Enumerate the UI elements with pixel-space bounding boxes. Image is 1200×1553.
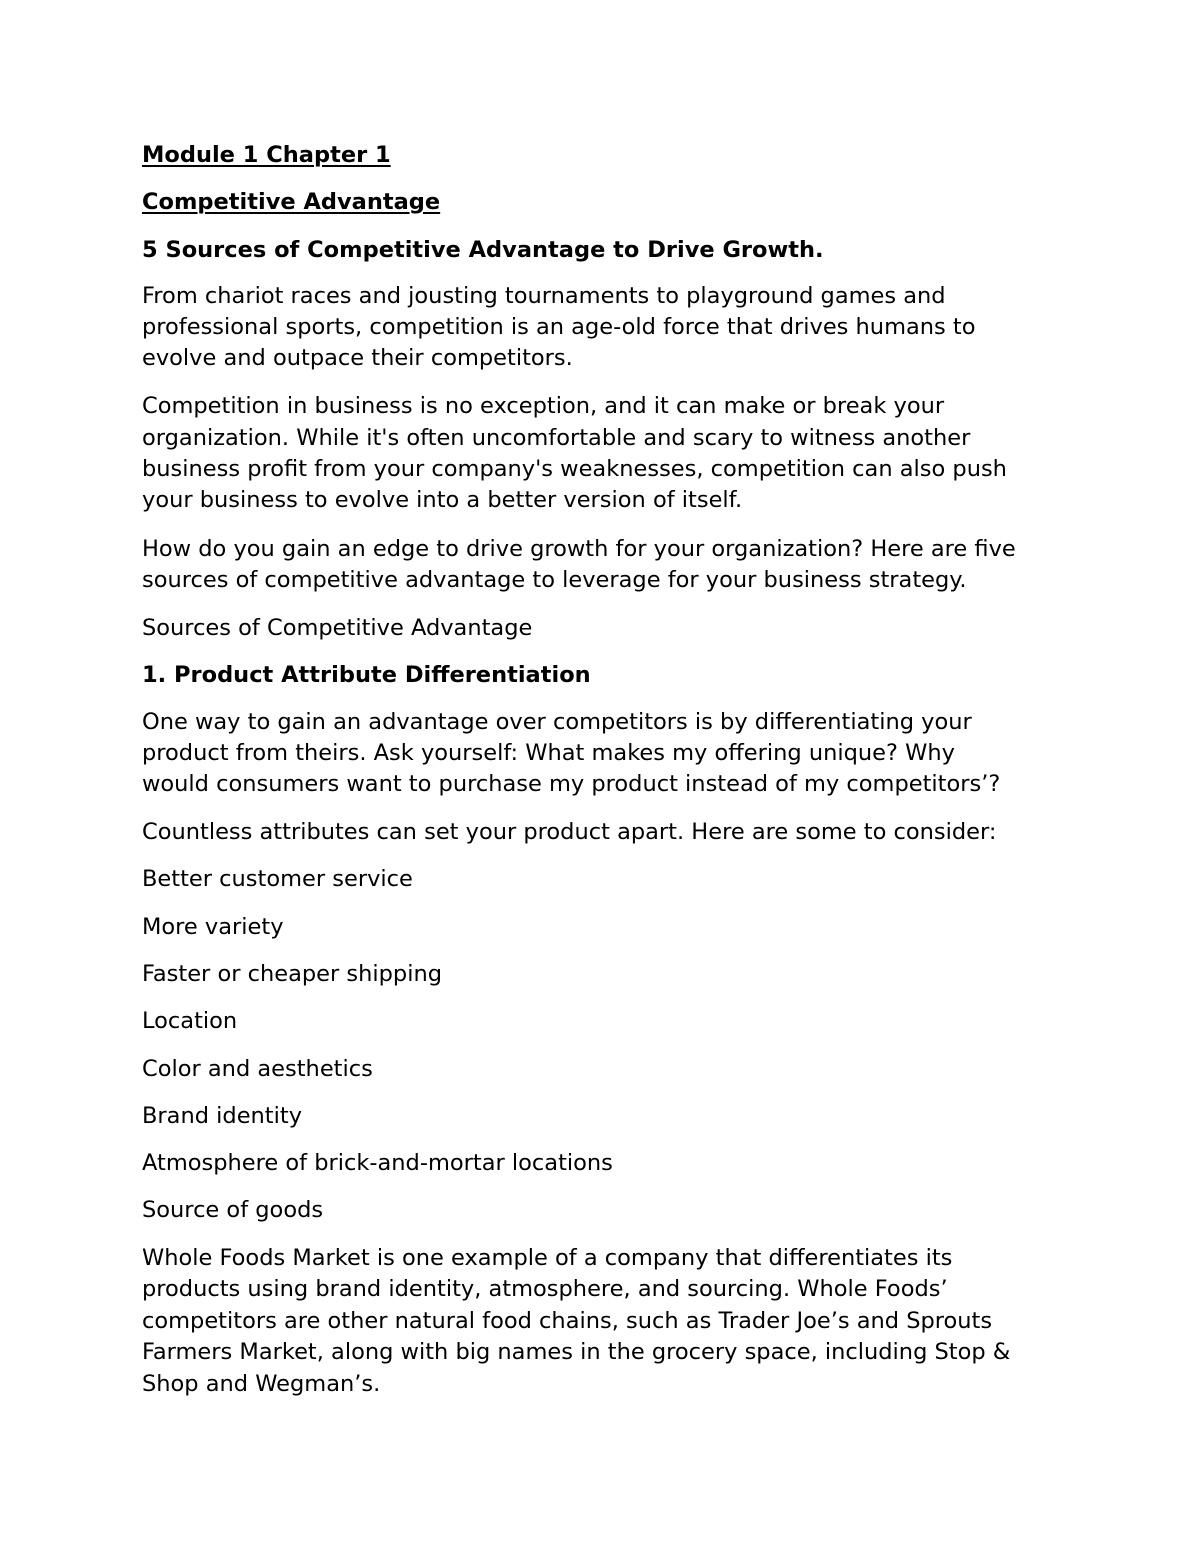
paragraph-line: your business to evolve into a better version of itself. [142, 487, 743, 513]
paragraph-line: evolve and outpace their competitors. [142, 345, 573, 371]
paragraph-line: Shop and Wegman’s. [142, 1371, 381, 1397]
list-item: Location [142, 1008, 238, 1034]
attributes-intro: Countless attributes can set your product apart. Here are some to consider: [142, 819, 997, 845]
module-title: Module 1 Chapter 1 [142, 142, 391, 168]
paragraph-line: From chariot races and jousting tournaments to playground games and [142, 283, 946, 309]
list-item: Better customer service [142, 866, 413, 892]
list-item: Source of goods [142, 1197, 324, 1223]
paragraph-line: products using brand identity, atmosphere, and sourcing. Whole Foods’ [142, 1276, 948, 1302]
paragraph-line: Farmers Market, along with big names in the grocery space, including Stop & [142, 1339, 1011, 1365]
paragraph-line: One way to gain an advantage over competitors is by differentiating your [142, 709, 972, 735]
paragraph-line: professional sports, competition is an age-old force that drives humans to [142, 314, 976, 340]
sources-label: Sources of Competitive Advantage [142, 615, 533, 641]
paragraph-line: Competition in business is no exception, and it can make or break your [142, 393, 945, 419]
list-item: Atmosphere of brick-and-mortar locations [142, 1150, 613, 1176]
paragraph-line: sources of competitive advantage to leverage for your business strategy. [142, 567, 967, 593]
list-item: Faster or cheaper shipping [142, 961, 443, 987]
section-heading: 1. Product Attribute Differentiation [142, 662, 591, 688]
list-item: Color and aesthetics [142, 1056, 373, 1082]
paragraph-line: How do you gain an edge to drive growth for your organization? Here are five [142, 536, 1016, 562]
paragraph-line: competitors are other natural food chains, such as Trader Joe’s and Sprouts [142, 1308, 993, 1334]
topic-title: Competitive Advantage [142, 189, 441, 215]
paragraph-line: Whole Foods Market is one example of a company that differentiates its [142, 1245, 953, 1271]
paragraph-line: business profit from your company's weaknesses, competition can also push [142, 456, 1007, 482]
list-item: More variety [142, 914, 284, 940]
list-item: Brand identity [142, 1103, 303, 1129]
paragraph-line: product from theirs. Ask yourself: What makes my offering unique? Why [142, 740, 955, 766]
paragraph-line: organization. While it's often uncomfortable and scary to witness another [142, 425, 971, 451]
paragraph-line: would consumers want to purchase my product instead of my competitors’? [142, 771, 1001, 797]
headline: 5 Sources of Competitive Advantage to Drive Growth. [142, 237, 824, 263]
